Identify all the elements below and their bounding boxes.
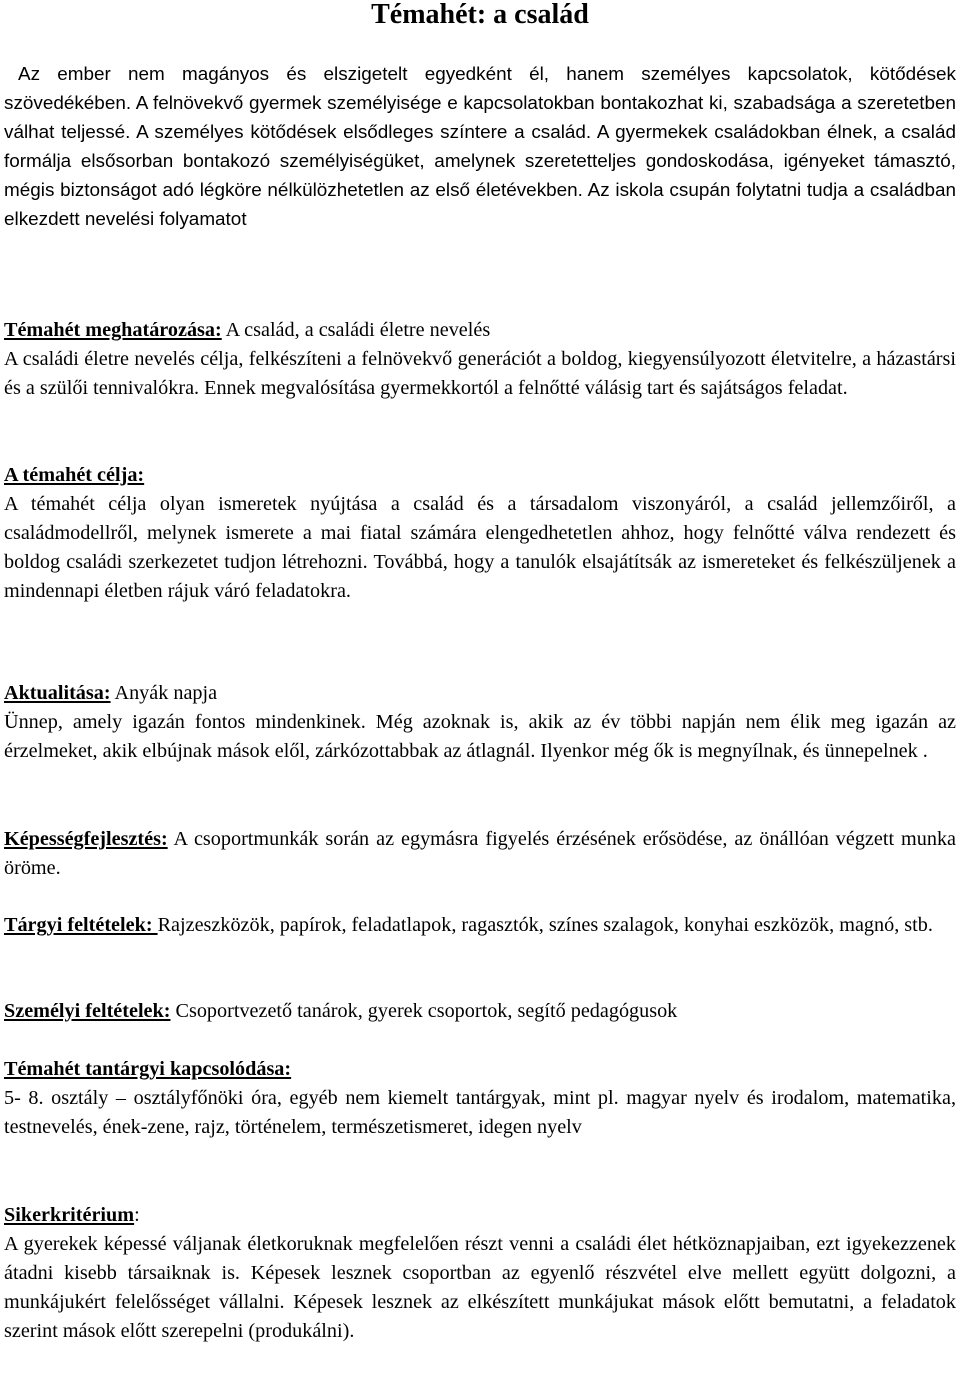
intro-paragraph xyxy=(4,60,956,234)
material-body: Rajzeszközök, papírok, feladatlapok, ragasztók, színes szalagok, konyhai eszközök, magnó, stb. xyxy=(157,914,933,936)
intro-part3: Az iskola csupán folytatni tudja a családban elkezdett nevelési folyamatot xyxy=(4,180,956,230)
definition-section xyxy=(4,316,956,403)
actuality-body: Ünnep, amely igazán fontos mindenkinek. Még azoknak is, akik az év többi napján nem élik meg igazán az érzelmeket, akik elbújnak mások elől, zárkózottabbak az átlagnál. Ilyenkor még ők is megnyílnak, és ünnepelnek . xyxy=(4,711,956,762)
intro-part2: A gyermekek családokban élnek, a család formálja elsősorban bontakozó személyiségüket, amelynek szeretetteljes gondoskodása, igényeket támasztó, mégis biztonságot adó légköre nélkülözhetetlen az első életévekben. xyxy=(4,122,956,201)
document-title: Témahét: a család xyxy=(371,0,589,30)
subjects-body: 5- 8. osztály – osztályfőnöki óra, egyéb nem kiemelt tantárgyak, mint pl. magyar nyelv és irodalom, matematika, testnevelés, ének-zene, rajz, történelem, természetismeret, idegen nyelv xyxy=(4,1087,956,1138)
definition-value: A család, a családi életre nevelés xyxy=(221,319,491,341)
skills-body: A csoportmunkák során az egymásra figyelés érzésének erősödése, az önállóan végzett munka öröme. xyxy=(4,828,956,879)
goal-body: A témahét célja olyan ismeretek nyújtása a család és a társadalom viszonyáról, a család jellemzőiről, a családmodellről, melynek ismerete a mai fiatal számára elengedhetetlen ahhoz, hogy felnőtté válva rendezett és boldog családi szerkezetet tudjon létrehozni. Továbbá, hogy a tanulók elsajátítsák az ismereteket és felkészüljenek a mindennapi életben rájuk váró feladatokra. xyxy=(4,493,956,602)
intro-part1: Az ember nem magányos és elszigetelt egyedként él, hanem személyes kapcsolatok, kötődések szövedékében. A felnövekvő gyermek személyisége e kapcsolatokban bontakozhat ki, szabadsága a szeretetben válhat teljessé. A személyes kötődések elsődleges színtere a család. xyxy=(4,64,956,143)
material-heading: Tárgyi feltételek: xyxy=(4,914,158,936)
personal-section xyxy=(4,997,956,1026)
actuality-value: Anyák napja xyxy=(110,682,218,704)
actuality-section xyxy=(4,679,956,766)
skills-section xyxy=(4,825,956,883)
subjects-heading: Témahét tantárgyi kapcsolódása: xyxy=(4,1058,292,1080)
goal-heading: A témahét célja: xyxy=(4,464,145,486)
personal-body: Csoportvezető tanárok, gyerek csoportok, segítő pedagógusok xyxy=(170,1000,678,1022)
skills-heading: Képességfejlesztés: xyxy=(4,828,168,850)
actuality-heading: Aktualitása: xyxy=(4,682,111,704)
success-body: A gyerekek képessé váljanak életkoruknak megfelelően részt venni a családi élet hétköznapjaiban, ezt igyekezzenek átadni kisebb társaiknak is. Képesek lesznek csoportban az egyenlő részvétel elve mellett együtt dolgozni, a munkájukért felelősséget vállalni. Képesek lesznek az elkészített munkájukat mások előtt bemutatni, a feladatok szerint mások előtt szerepelni (produkálni). xyxy=(4,1233,956,1342)
success-colon: : xyxy=(134,1204,140,1226)
subjects-section xyxy=(4,1055,956,1142)
definition-body: A családi életre nevelés célja, felkészíteni a felnövekvő generációt a boldog, kiegyensúlyozott életvitelre, a házastársi és a szülői tennivalókra. Ennek megvalósítása gyermekkortól a felnőtté válásig tart és sajátságos feladat. xyxy=(4,348,956,399)
personal-heading: Személyi feltételek: xyxy=(4,1000,171,1022)
material-section xyxy=(4,911,956,940)
goal-section xyxy=(4,461,956,606)
success-section xyxy=(4,1201,956,1346)
definition-heading: Témahét meghatározása: xyxy=(4,319,222,341)
success-heading: Sikerkritérium xyxy=(4,1204,135,1226)
